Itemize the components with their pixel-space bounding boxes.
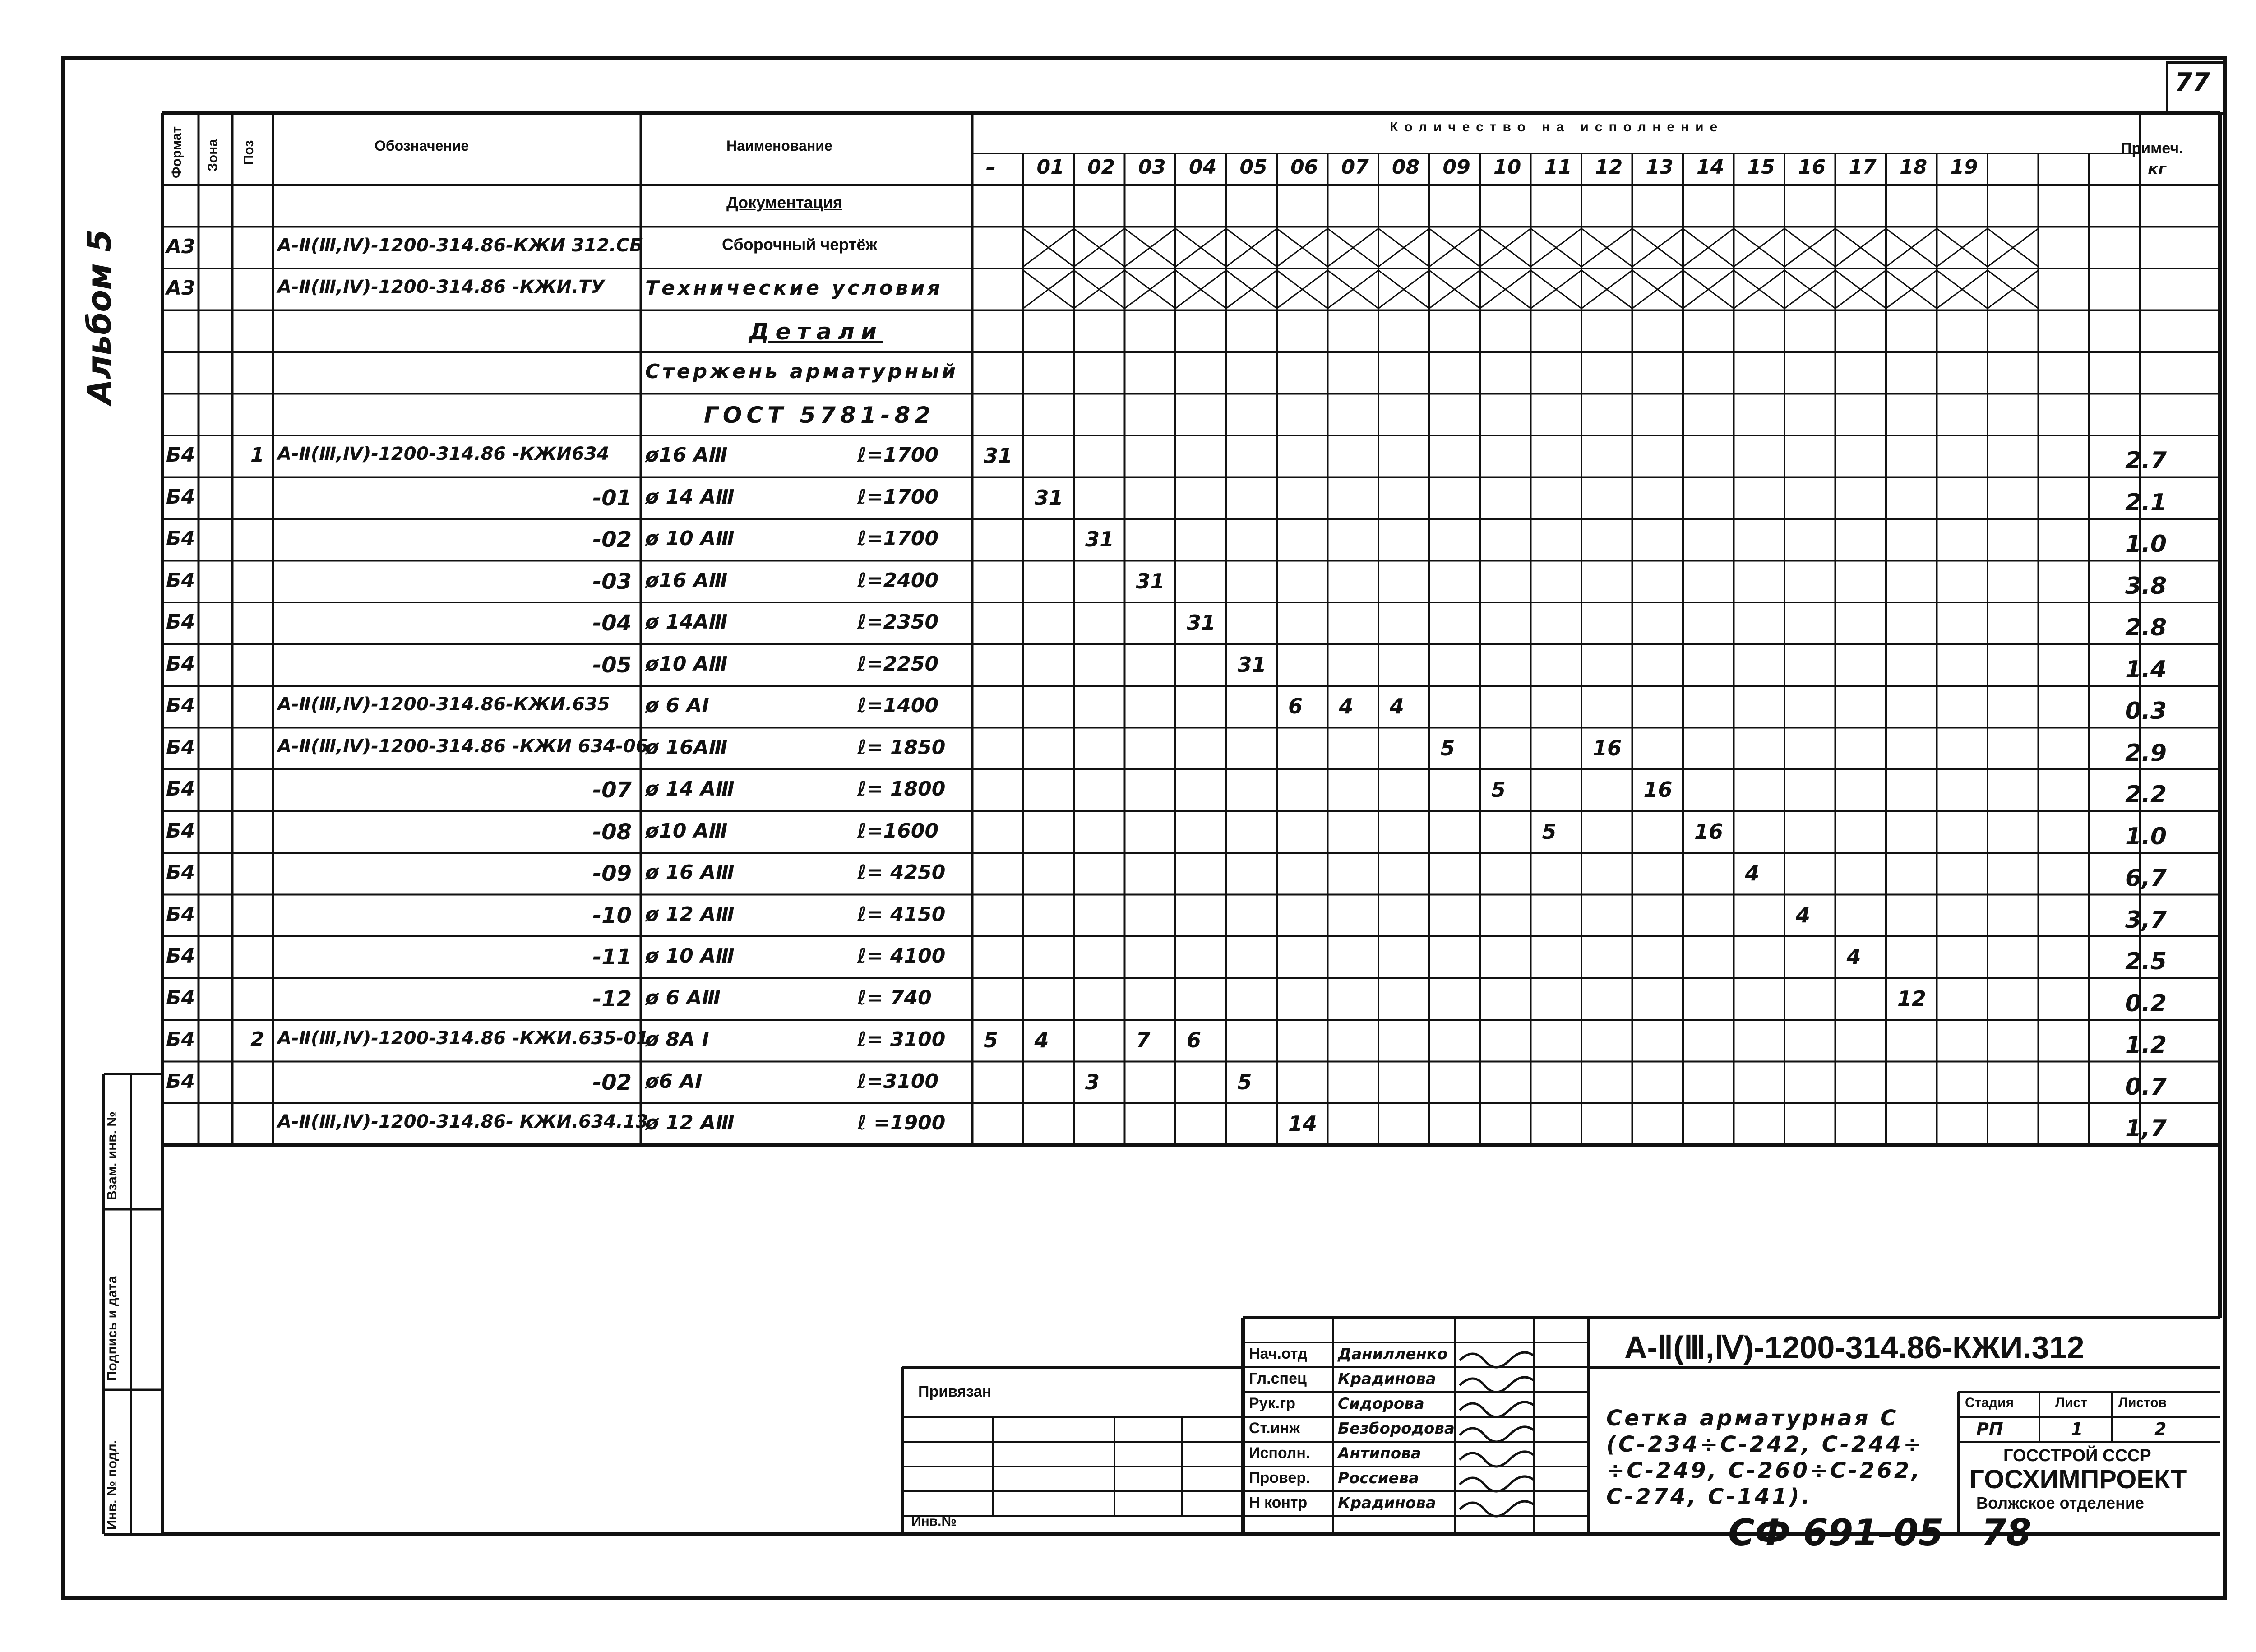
row-length: ℓ=1700 (857, 444, 939, 467)
row-mass: 3.8 (2125, 572, 2167, 600)
row-format: Б4 (166, 986, 195, 1009)
row-quantity: 5 (984, 1028, 999, 1052)
row-name: Сборочный чертёж (722, 235, 877, 254)
header-variant: 14 (1697, 156, 1724, 179)
row-name: ø 10 АⅢ (645, 944, 735, 967)
row-designation: -03 (592, 569, 632, 594)
title-person: Россиева (1338, 1469, 1419, 1487)
row-mass: 2.8 (2125, 614, 2167, 641)
item-title-line: (С-234÷С-242, С-244÷ (1606, 1432, 1924, 1457)
row-pos: 2 (250, 1028, 264, 1051)
row-quantity: 16 (1643, 777, 1673, 802)
row-designation: -09 (592, 861, 632, 886)
document-code: А-Ⅱ(Ⅲ,Ⅳ)-1200-314.86-КЖИ.312 (1624, 1330, 2085, 1365)
row-quantity: 12 (1897, 986, 1927, 1011)
row-format: Б4 (166, 819, 195, 842)
item-title-line: Сетка арматурная С (1606, 1406, 1899, 1431)
row-format: Б4 (166, 444, 195, 467)
row-quantity: 16 (1593, 736, 1622, 760)
title-person: Антипова (1338, 1444, 1421, 1462)
row-name: ГОСТ 5781-82 (704, 402, 935, 428)
header-variant: 05 (1239, 156, 1267, 179)
row-name: ø 12 АⅢ (645, 1111, 735, 1134)
row-format: Б4 (166, 1028, 195, 1051)
header-variant: 09 (1442, 156, 1470, 179)
title-role: Гл.спец (1249, 1370, 1307, 1387)
row-mass: 6,7 (2125, 865, 2167, 892)
row-quantity: 5 (1237, 1069, 1252, 1094)
row-quantity: 6 (1187, 1028, 1202, 1052)
row-pos: 1 (250, 444, 264, 467)
row-name: ø 16АⅢ (645, 736, 728, 759)
page-number: 77 (2175, 68, 2210, 97)
title-role: Н контр (1249, 1494, 1308, 1511)
row-quantity: 31 (1237, 652, 1267, 677)
row-length: ℓ= 740 (857, 986, 932, 1009)
row-name: ø 8А Ⅰ (645, 1028, 709, 1051)
row-quantity: 5 (1542, 819, 1557, 844)
row-quantity: 31 (984, 444, 1013, 468)
row-designation: -12 (592, 986, 632, 1012)
row-mass: 3,7 (2125, 906, 2167, 934)
row-quantity: 14 (1288, 1111, 1318, 1136)
header-name: Наименование (726, 138, 832, 154)
row-quantity: 31 (1187, 611, 1216, 635)
row-format: Б4 (166, 944, 195, 967)
row-mass: 1.4 (2125, 656, 2167, 683)
row-name: ø10 АⅢ (645, 652, 728, 676)
row-mass: 2.9 (2125, 739, 2167, 767)
row-designation: -08 (592, 819, 632, 845)
row-length: ℓ=2250 (857, 652, 939, 676)
binding-inv: Инв.№ (911, 1514, 957, 1529)
header-variant: 15 (1747, 156, 1775, 179)
header-variant: 07 (1341, 156, 1369, 179)
row-designation: А-Ⅱ(Ⅲ,Ⅳ)-1200-314.86-КЖИ 312.СБ (277, 235, 643, 256)
title-role: Ст.инж (1249, 1420, 1300, 1437)
row-designation: А-Ⅱ(Ⅲ,Ⅳ)-1200-314.86 -КЖИ.ТУ (277, 277, 605, 297)
header-zone: Зона (205, 139, 220, 171)
title-role: Исполн. (1249, 1444, 1310, 1462)
row-quantity: 16 (1694, 819, 1724, 844)
row-name: ø10 АⅢ (645, 819, 728, 842)
row-mass: 0.2 (2125, 990, 2167, 1017)
row-format: Б4 (166, 694, 195, 717)
row-quantity: 4 (1796, 902, 1811, 927)
row-format: Б4 (166, 1069, 195, 1093)
row-quantity: 4 (1034, 1028, 1049, 1052)
row-designation: А-Ⅱ(Ⅲ,Ⅳ)-1200-314.86- КЖИ.634.13 (277, 1111, 648, 1132)
row-quantity: 4 (1339, 694, 1354, 718)
row-name: Документация (726, 193, 842, 212)
row-designation: -04 (592, 611, 632, 636)
header-variant: 06 (1290, 156, 1318, 179)
row-mass: 0.7 (2125, 1073, 2167, 1101)
binding-privyazan: Привязан (918, 1383, 992, 1400)
org-line2: ГОСХИМПРОЕКТ (1969, 1465, 2187, 1494)
header-designation: Обозначение (374, 138, 469, 154)
sheet-header: Лист (2055, 1395, 2087, 1410)
row-format: А3 (166, 235, 195, 258)
row-format: А3 (166, 277, 195, 300)
row-name: Детали (749, 318, 883, 345)
row-designation: -01 (592, 485, 632, 511)
row-designation: -07 (592, 777, 632, 803)
row-mass: 2.5 (2125, 948, 2167, 975)
header-variant: 08 (1392, 156, 1420, 179)
row-mass: 1.0 (2125, 823, 2167, 850)
header-variant: 04 (1189, 156, 1217, 179)
row-name: ø6 АⅠ (645, 1069, 703, 1093)
title-person: Крадинова (1338, 1370, 1436, 1388)
title-person: Данилленко (1338, 1345, 1448, 1363)
row-length: ℓ= 1800 (857, 777, 946, 801)
row-quantity: 4 (1390, 694, 1405, 718)
row-length: ℓ=1700 (857, 527, 939, 550)
row-quantity: 3 (1085, 1069, 1100, 1094)
sheets-value: 2 (2154, 1419, 2167, 1439)
row-mass: 1.0 (2125, 531, 2167, 558)
row-designation: -10 (592, 902, 632, 928)
row-designation: А-Ⅱ(Ⅲ,Ⅳ)-1200-314.86 -КЖИ634 (277, 444, 610, 464)
header-variant: 19 (1950, 156, 1978, 179)
row-quantity: 6 (1288, 694, 1303, 718)
row-mass: 0.3 (2125, 698, 2167, 725)
title-person: Сидорова (1338, 1395, 1424, 1413)
stage-value: РП (1976, 1419, 2003, 1439)
row-quantity: 7 (1136, 1028, 1151, 1052)
row-designation: А-Ⅱ(Ⅲ,Ⅳ)-1200-314.86 -КЖИ 634-06 (277, 736, 648, 757)
header-variant: 13 (1646, 156, 1674, 179)
row-name: ø 6 АⅢ (645, 986, 721, 1009)
header-qty-title: Количество на исполнение (1390, 120, 1724, 134)
row-name: ø 10 АⅢ (645, 527, 735, 550)
row-length: ℓ= 4100 (857, 944, 946, 967)
album-label: Альбом 5 (80, 229, 118, 404)
row-quantity: 4 (1846, 944, 1861, 969)
row-format: Б4 (166, 611, 195, 634)
row-format: Б4 (166, 777, 195, 801)
header-variant: 01 (1036, 156, 1064, 179)
row-quantity: 5 (1491, 777, 1506, 802)
row-quantity: 4 (1745, 861, 1760, 885)
org-line3: Волжское отделение (1976, 1494, 2145, 1512)
header-note: Примеч. (2121, 140, 2183, 157)
row-designation: А-Ⅱ(Ⅲ,Ⅳ)-1200-314.86 -КЖИ.635-01 (277, 1028, 649, 1049)
row-length: ℓ=2400 (857, 569, 939, 592)
header-variant: 17 (1849, 156, 1877, 179)
header-variant: 11 (1544, 156, 1572, 179)
row-mass: 2.2 (2125, 781, 2167, 808)
row-name: ø 14 АⅢ (645, 777, 735, 801)
row-format: Б4 (166, 902, 195, 926)
title-role: Нач.отд (1249, 1345, 1308, 1362)
side-stamp-signature: Подпись и дата (105, 1276, 120, 1381)
row-quantity: 31 (1085, 527, 1114, 551)
row-name: ø 14 АⅢ (645, 485, 735, 509)
header-format: Формат (169, 126, 184, 178)
header-variant: 18 (1900, 156, 1928, 179)
title-role: Провер. (1249, 1469, 1310, 1486)
header-variant: 03 (1138, 156, 1166, 179)
row-length: ℓ= 3100 (857, 1028, 946, 1051)
row-name: ø 14АⅢ (645, 611, 728, 634)
row-name: ø16 АⅢ (645, 444, 728, 467)
row-quantity: 5 (1440, 736, 1455, 760)
item-title-line: С-274, С-141). (1606, 1484, 1812, 1509)
row-name: ø 12 АⅢ (645, 902, 735, 926)
row-name: ø 16 АⅢ (645, 861, 735, 884)
header-note-unit: кг (2148, 160, 2166, 178)
row-quantity: 31 (1034, 485, 1063, 510)
row-length: ℓ=1400 (857, 694, 939, 717)
row-mass: 2.7 (2125, 447, 2167, 474)
row-mass: 2.1 (2125, 489, 2167, 516)
row-quantity: 31 (1136, 569, 1165, 593)
header-variant: 02 (1087, 156, 1115, 179)
side-stamp-vzam: Взам. инв. № (105, 1111, 120, 1200)
sheets-header: Листов (2118, 1395, 2167, 1410)
row-format: Б4 (166, 652, 195, 676)
header-pos: Поз (241, 140, 256, 165)
header-variant: 12 (1595, 156, 1623, 179)
row-designation: -05 (592, 652, 632, 678)
title-person: Безбородова (1338, 1420, 1455, 1438)
title-person: Крадинова (1338, 1494, 1436, 1512)
stage-header: Стадия (1965, 1395, 2014, 1410)
row-length: ℓ=3100 (857, 1069, 939, 1093)
row-mass: 1,7 (2125, 1115, 2167, 1142)
row-length: ℓ= 4250 (857, 861, 946, 884)
row-length: ℓ= 4150 (857, 902, 946, 926)
row-format: Б4 (166, 861, 195, 884)
row-name: ø 6 АⅠ (645, 694, 709, 717)
header-variant: – (986, 156, 996, 179)
org-line1: ГОССТРОЙ СССР (2003, 1446, 2151, 1465)
item-title-line: ÷С-249, С-260÷С-262, (1606, 1458, 1922, 1483)
row-length: ℓ= 1850 (857, 736, 946, 759)
row-length: ℓ =1900 (857, 1111, 946, 1134)
row-format: Б4 (166, 736, 195, 759)
row-format: Б4 (166, 485, 195, 509)
row-name: Технические условия (645, 277, 943, 300)
row-designation: -02 (592, 527, 632, 552)
row-length: ℓ=2350 (857, 611, 939, 634)
row-designation: -11 (592, 944, 632, 970)
side-stamp-inv: Инв. № подл. (105, 1439, 120, 1530)
title-role: Рук.гр (1249, 1395, 1295, 1412)
row-name: ø16 АⅢ (645, 569, 728, 592)
row-mass: 1.2 (2125, 1032, 2167, 1059)
sheet-value: 1 (2071, 1419, 2083, 1439)
row-designation: А-Ⅱ(Ⅲ,Ⅳ)-1200-314.86-КЖИ.635 (277, 694, 610, 715)
row-designation: -02 (592, 1069, 632, 1095)
row-length: ℓ=1600 (857, 819, 939, 842)
row-length: ℓ=1700 (857, 485, 939, 509)
footer-note: СФ 691-05 78 (1728, 1512, 2032, 1554)
row-format: Б4 (166, 569, 195, 592)
header-variant: 16 (1798, 156, 1826, 179)
row-format: Б4 (166, 527, 195, 550)
row-name: Стержень арматурный (645, 360, 958, 383)
header-variant: 10 (1493, 156, 1521, 179)
